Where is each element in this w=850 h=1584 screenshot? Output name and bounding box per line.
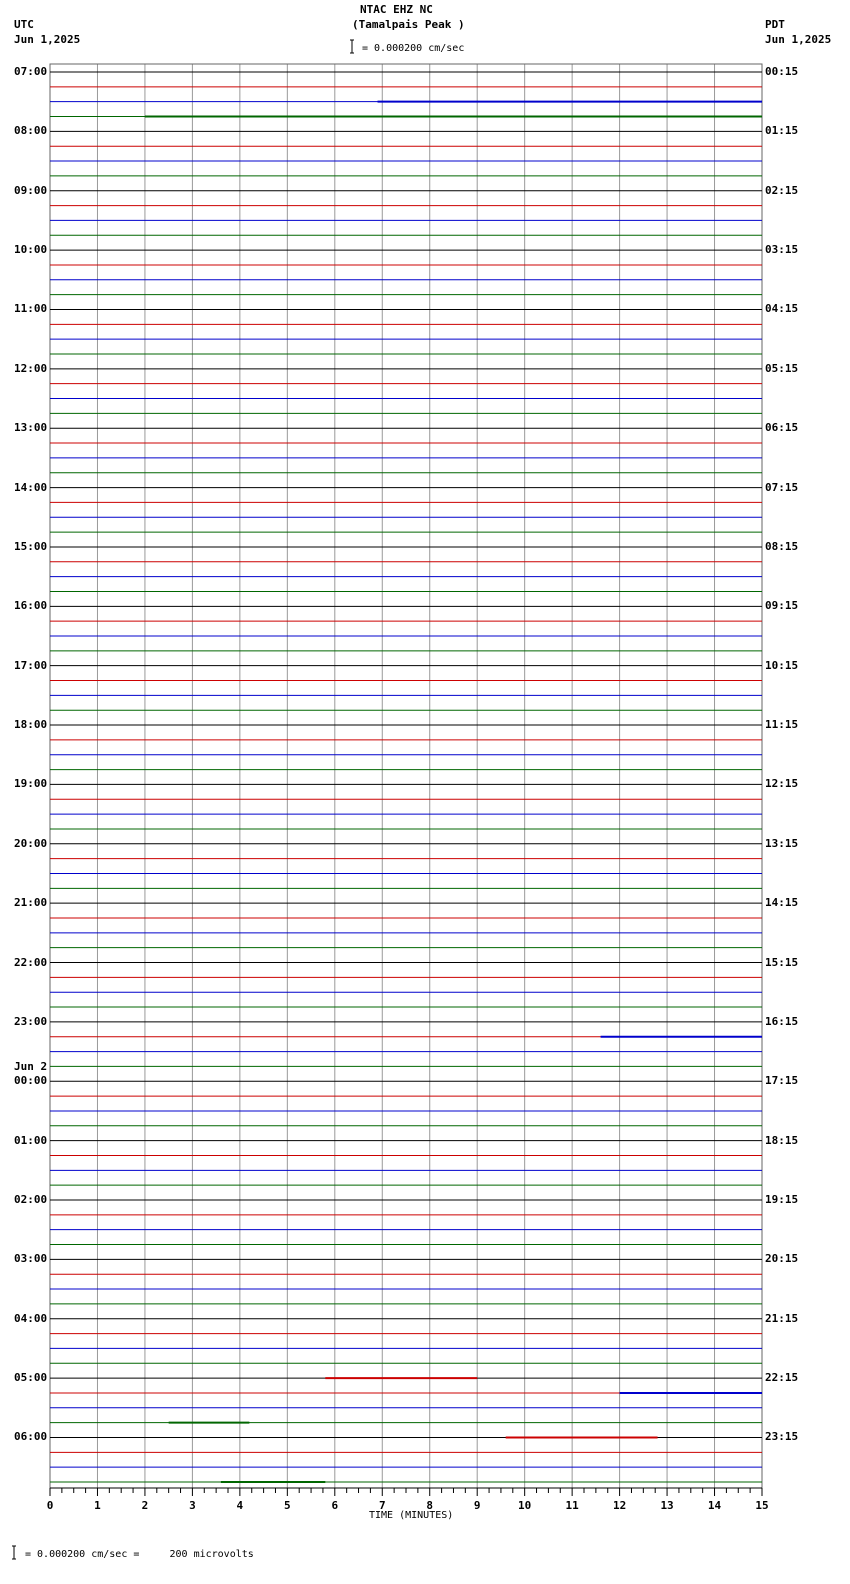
x-tick-label: 2 bbox=[141, 1499, 149, 1512]
x-tick-label: 14 bbox=[707, 1499, 722, 1512]
right-hour-label: 15:15 bbox=[765, 955, 799, 969]
x-tick-label: 6 bbox=[331, 1499, 339, 1512]
left-hour-label: 12:00 bbox=[14, 361, 48, 375]
right-hour-label: 11:15 bbox=[765, 718, 799, 732]
right-date: Jun 1,2025 bbox=[765, 33, 832, 46]
right-hour-label: 10:15 bbox=[765, 658, 799, 672]
right-hour-label: 21:15 bbox=[765, 1311, 799, 1325]
right-hour-label: 17:15 bbox=[765, 1074, 799, 1088]
x-tick-label: 11 bbox=[565, 1499, 579, 1512]
right-hour-label: 08:15 bbox=[765, 539, 799, 553]
left-hour-label: 22:00 bbox=[14, 955, 48, 969]
right-hour-label: 05:15 bbox=[765, 361, 799, 375]
left-hour-label: 08:00 bbox=[14, 124, 48, 138]
x-tick-label: 5 bbox=[284, 1499, 291, 1512]
right-hour-label: 09:15 bbox=[765, 599, 799, 613]
left-hour-label: 19:00 bbox=[14, 777, 48, 791]
left-hour-label: 18:00 bbox=[14, 718, 48, 732]
left-hour-label: 23:00 bbox=[14, 1014, 48, 1028]
scale-text: = 0.000200 cm/sec bbox=[362, 43, 465, 54]
right-hour-label: 00:15 bbox=[765, 65, 799, 78]
x-tick-label: 10 bbox=[518, 1499, 532, 1512]
right-hour-label: 01:15 bbox=[765, 124, 799, 138]
x-tick-label: 13 bbox=[660, 1499, 674, 1512]
footer-calibration: = 0.000200 cm/sec = 200 microvolts bbox=[25, 1549, 254, 1560]
right-hour-label: 20:15 bbox=[765, 1252, 799, 1266]
x-tick-label: 1 bbox=[94, 1499, 101, 1512]
left-hour-label: 20:00 bbox=[14, 836, 48, 850]
x-tick-label: 3 bbox=[189, 1499, 196, 1512]
left-hour-label: 21:00 bbox=[14, 896, 48, 910]
left-hour-label: 11:00 bbox=[14, 302, 48, 316]
x-tick-label: 15 bbox=[755, 1499, 769, 1512]
right-hour-label: 22:15 bbox=[765, 1371, 799, 1385]
left-hour-label: 07:00 bbox=[14, 65, 48, 78]
right-hour-label: 07:15 bbox=[765, 480, 799, 494]
date-change-label: Jun 2 bbox=[14, 1060, 48, 1073]
right-hour-label: 12:15 bbox=[765, 777, 799, 791]
x-tick-label: 4 bbox=[236, 1499, 244, 1512]
x-axis-title: TIME (MINUTES) bbox=[369, 1510, 454, 1521]
left-hour-label: 03:00 bbox=[14, 1252, 48, 1266]
station-title: NTAC EHZ NC bbox=[360, 3, 433, 16]
left-hour-label: 05:00 bbox=[14, 1371, 48, 1385]
left-hour-label: 16:00 bbox=[14, 599, 48, 613]
right-timezone: PDT bbox=[765, 18, 785, 31]
left-hour-label: 06:00 bbox=[14, 1430, 48, 1444]
left-hour-label: 17:00 bbox=[14, 658, 48, 672]
right-hour-label: 18:15 bbox=[765, 1133, 799, 1147]
left-hour-label: 14:00 bbox=[14, 480, 48, 494]
left-hour-label: 02:00 bbox=[14, 1193, 48, 1206]
x-tick-label: 7 bbox=[378, 1499, 386, 1512]
right-hour-label: 23:15 bbox=[765, 1430, 799, 1444]
x-tick-label: 0 bbox=[46, 1499, 54, 1512]
right-hour-label: 19:15 bbox=[765, 1193, 799, 1206]
left-hour-label: 10:00 bbox=[14, 243, 48, 257]
right-hour-label: 04:15 bbox=[765, 302, 799, 316]
left-hour-label: 01:00 bbox=[14, 1133, 48, 1147]
left-hour-label: 00:00 bbox=[14, 1074, 48, 1088]
right-hour-label: 16:15 bbox=[765, 1014, 799, 1028]
station-location: (Tamalpais Peak ) bbox=[352, 18, 465, 31]
left-date: Jun 1,2025 bbox=[14, 33, 81, 46]
x-tick-label: 9 bbox=[473, 1499, 481, 1512]
left-hour-label: 04:00 bbox=[14, 1311, 48, 1325]
right-hour-label: 14:15 bbox=[765, 896, 799, 910]
x-tick-label: 12 bbox=[612, 1499, 627, 1512]
left-hour-label: 09:00 bbox=[14, 183, 48, 197]
left-timezone: UTC bbox=[14, 18, 34, 31]
right-hour-label: 13:15 bbox=[765, 836, 799, 850]
right-hour-label: 03:15 bbox=[765, 243, 799, 257]
left-hour-label: 15:00 bbox=[14, 539, 48, 553]
right-hour-label: 06:15 bbox=[765, 421, 799, 435]
right-hour-label: 02:15 bbox=[765, 183, 799, 197]
left-hour-label: 13:00 bbox=[14, 421, 48, 435]
x-tick-label: 8 bbox=[426, 1499, 434, 1512]
